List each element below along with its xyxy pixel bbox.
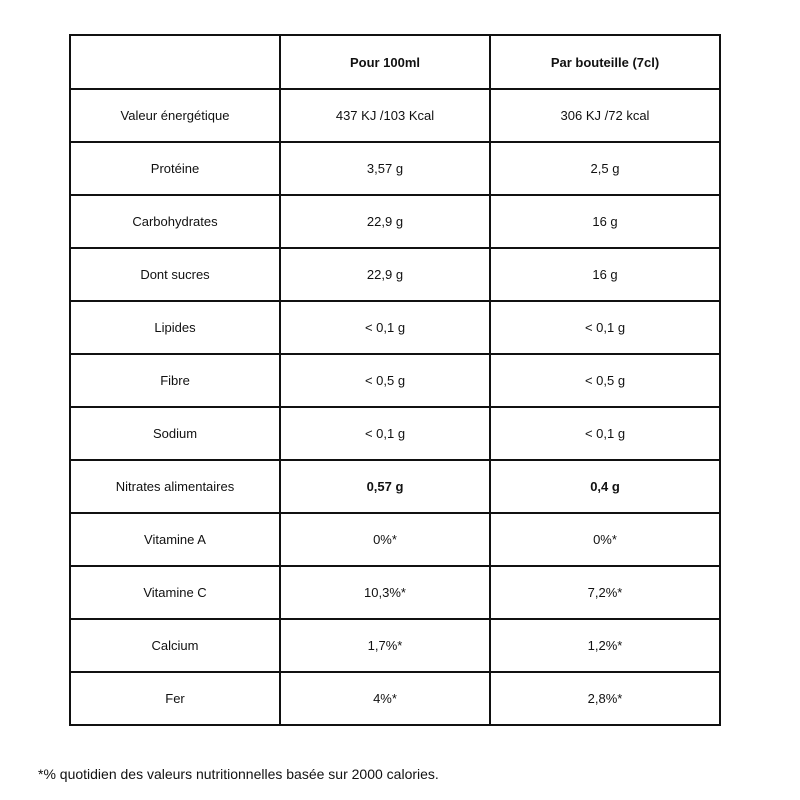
nutrient-label: Fer (70, 672, 280, 725)
value-per-100ml: 0,57 g (280, 460, 490, 513)
value-per-100ml: < 0,1 g (280, 301, 490, 354)
nutrient-label: Dont sucres (70, 248, 280, 301)
table-row (70, 513, 720, 566)
nutrient-label: Valeur énergétique (70, 89, 280, 142)
nutrient-label: Vitamine A (70, 513, 280, 566)
table-row (70, 407, 720, 460)
table-row (70, 460, 720, 513)
value-per-100ml: 1,7%* (280, 619, 490, 672)
nutrient-label: Protéine (70, 142, 280, 195)
table-row (70, 619, 720, 672)
header-per-100ml: Pour 100ml (280, 35, 490, 89)
header-per-bottle: Par bouteille (7cl) (490, 35, 720, 89)
value-per-100ml: 4%* (280, 672, 490, 725)
nutrient-label: Nitrates alimentaires (70, 460, 280, 513)
value-per-100ml: 0%* (280, 513, 490, 566)
value-per-bottle: < 0,5 g (490, 354, 720, 407)
value-per-bottle: < 0,1 g (490, 407, 720, 460)
value-per-bottle: 7,2%* (490, 566, 720, 619)
table-row (70, 142, 720, 195)
nutrient-label: Calcium (70, 619, 280, 672)
table-row (70, 248, 720, 301)
nutrient-label: Lipides (70, 301, 280, 354)
value-per-bottle: < 0,1 g (490, 301, 720, 354)
footnote: *% quotidien des valeurs nutritionnelles basée sur 2000 calories. (38, 766, 439, 782)
value-per-100ml: 3,57 g (280, 142, 490, 195)
table-row (70, 354, 720, 407)
value-per-bottle: 0,4 g (490, 460, 720, 513)
value-per-bottle: 2,8%* (490, 672, 720, 725)
table-row (70, 672, 720, 725)
value-per-bottle: 0%* (490, 513, 720, 566)
value-per-bottle: 2,5 g (490, 142, 720, 195)
nutrient-label: Fibre (70, 354, 280, 407)
table-body (70, 89, 720, 725)
value-per-bottle: 16 g (490, 195, 720, 248)
table-row (70, 195, 720, 248)
table-row (70, 89, 720, 142)
value-per-bottle: 306 KJ /72 kcal (490, 89, 720, 142)
value-per-bottle: 1,2%* (490, 619, 720, 672)
value-per-bottle: 16 g (490, 248, 720, 301)
value-per-100ml: < 0,1 g (280, 407, 490, 460)
nutrition-table (69, 34, 721, 726)
value-per-100ml: 22,9 g (280, 195, 490, 248)
table-row (70, 566, 720, 619)
nutrient-label: Vitamine C (70, 566, 280, 619)
header-empty-cell (70, 35, 280, 89)
table-row (70, 301, 720, 354)
nutrient-label: Sodium (70, 407, 280, 460)
value-per-100ml: 10,3%* (280, 566, 490, 619)
value-per-100ml: 437 KJ /103 Kcal (280, 89, 490, 142)
value-per-100ml: 22,9 g (280, 248, 490, 301)
value-per-100ml: < 0,5 g (280, 354, 490, 407)
table-header-row (70, 35, 720, 89)
nutrient-label: Carbohydrates (70, 195, 280, 248)
